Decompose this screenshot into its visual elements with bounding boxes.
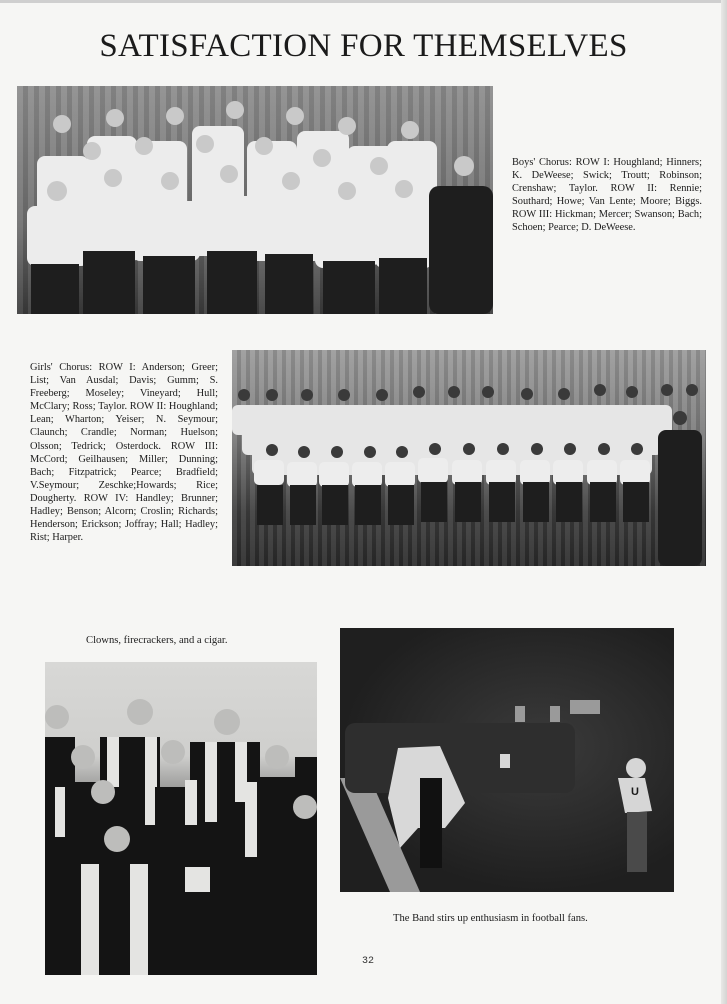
girls-chorus-caption: Girls' Chorus: ROW I: Anderson; Greer; List; Van Ausdal; Davis; Gumm; S. Freeberg; Moseley; Vineyard; Hull; McClary; Ross; Taylor. ROW II: Houghland; Lean; Wharton; Yeiser; N. Seymour; Claunch; Crandle; Norman; Huelson; Olsson; Tedrick; Osterdock. ROW III: McCord; Geilhausen; Miller; Dunning; Bach; Fitzpatrick; Pearce; Bradfield; V.Seymour; Zeschke;Howards; Rice; Dougherty. ROW IV: Handley; Brunner; Hadley; Benson; Alcorn; Croslin; Richards; Henderson; Erickson; Joffray; Hall; Hadley; Rist; Harper. bbox=[30, 362, 218, 544]
boys-chorus-caption: Boys' Chorus: ROW I: Houghland; Hinners; K. DeWeese; Swick; Troutt; Robinson; Crenshaw; Taylor. ROW II: Rennie; Southard; Howe; Van Lente; Moore; Biggs. ROW III: Hickman; Mercer; Swanson; Bach; Schoen; Pearce; D. DeWeese. bbox=[512, 157, 702, 234]
page-title: SATISFACTION FOR THEMSELVES bbox=[99, 28, 628, 64]
girls-chorus-figures bbox=[232, 350, 706, 566]
boys-chorus-photo bbox=[17, 86, 493, 314]
band-photo bbox=[340, 628, 674, 892]
page-top-edge bbox=[0, 0, 727, 3]
girls-chorus-photo bbox=[232, 350, 706, 566]
clowns-caption: Clowns, firecrackers, and a cigar. bbox=[86, 635, 228, 646]
sweater-letter: U bbox=[631, 786, 639, 798]
band-figures bbox=[340, 628, 674, 892]
page-binding-edge bbox=[721, 0, 727, 1004]
band-caption: The Band stirs up enthusiasm in football fans. bbox=[393, 913, 588, 924]
clowns-figures bbox=[45, 662, 317, 975]
boys-chorus-figures bbox=[17, 86, 493, 314]
page-number: 32 bbox=[362, 956, 375, 967]
clowns-photo bbox=[45, 662, 317, 975]
